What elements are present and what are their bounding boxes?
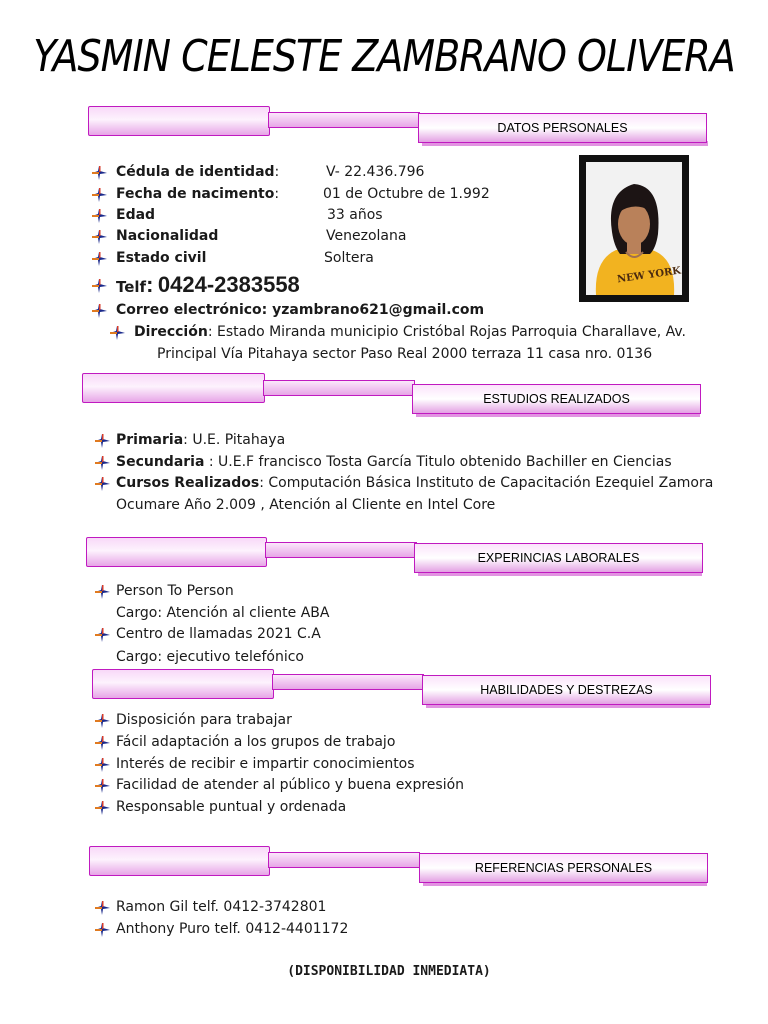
- availability-note: (DISPONIBILIDAD INMEDIATA): [287, 964, 491, 979]
- skill-item: Facilidad de atender al público y buena expresión: [116, 777, 465, 793]
- age-label: Edad: [116, 207, 156, 223]
- skill-item: Fácil adaptación a los grupos de trabajo: [116, 734, 396, 750]
- civil-value: Soltera: [324, 250, 374, 266]
- job1: Person To Person: [116, 583, 234, 599]
- bullet-icon: [95, 736, 110, 750]
- primary-value: : U.E. Pitahaya: [183, 432, 286, 448]
- section-title-personal: DATOS PERSONALES: [418, 113, 707, 143]
- reference-item: Ramon Gil telf. 0412-3742801: [116, 899, 327, 915]
- bullet-icon: [95, 758, 110, 772]
- address-label: Dirección: [134, 324, 208, 340]
- courses-line2: Ocumare Año 2.009 , Atención al Cliente en Intel Core: [116, 497, 496, 513]
- id-value: V- 22.436.796: [326, 164, 425, 180]
- nationality-value: Venezolana: [326, 228, 407, 244]
- secondary-value: : U.E.F francisco Tosta García Titulo obtenido Bachiller en Ciencias: [204, 454, 672, 470]
- resume-name: YASMIN CELESTE ZAMBRANO OLIVERA: [33, 30, 735, 82]
- nationality-label: Nacionalidad: [116, 228, 219, 244]
- bullet-icon: [92, 166, 107, 180]
- address-line2: Principal Vía Pitahaya sector Paso Real 2000 terraza 11 casa nro. 0136: [157, 346, 653, 362]
- skill-item: Disposición para trabajar: [116, 712, 292, 728]
- courses-line1: : Computación Básica Instituto de Capacitación Ezequiel Zamora: [259, 475, 714, 491]
- phone-label: Telf: [116, 278, 147, 296]
- reference-item: Anthony Puro telf. 0412-4401172: [116, 921, 349, 937]
- skill-item: Interés de recibir e impartir conocimientos: [116, 756, 415, 772]
- section-title-references: REFERENCIAS PERSONALES: [419, 853, 708, 883]
- bullet-icon: [95, 456, 110, 470]
- primary-label: Primaria: [116, 432, 184, 448]
- profile-photo: [579, 155, 689, 302]
- portrait-image: [586, 162, 682, 295]
- job2-role: Cargo: ejecutivo telefónico: [116, 649, 304, 665]
- skill-item: Responsable puntual y ordenada: [116, 799, 347, 815]
- bullet-icon: [95, 714, 110, 728]
- bullet-icon: [92, 209, 107, 223]
- bullet-icon: [95, 585, 110, 599]
- email-label: Correo electrónico:: [116, 302, 268, 318]
- job2: Centro de llamadas 2021 C.A: [116, 626, 321, 642]
- address-line1: : Estado Miranda municipio Cristóbal Rojas Parroquia Charallave, Av.: [207, 324, 687, 340]
- bullet-icon: [92, 230, 107, 244]
- id-label: Cédula de identidad: [116, 164, 275, 180]
- section-title-skills: HABILIDADES Y DESTREZAS: [422, 675, 711, 705]
- birth-value: 01 de Octubre de 1.992: [323, 186, 490, 202]
- job1-role: Cargo: Atención al cliente ABA: [116, 605, 330, 621]
- section-title-experience: EXPERINCIAS LABORALES: [414, 543, 703, 573]
- bullet-icon: [92, 279, 107, 293]
- bullet-icon: [110, 326, 125, 340]
- bullet-icon: [95, 923, 110, 937]
- bullet-icon: [92, 304, 107, 318]
- phone-value: 0424-2383558: [157, 272, 300, 297]
- secondary-label: Secundaria: [116, 454, 205, 470]
- email-value: yzambrano621@gmail.com: [272, 302, 485, 318]
- bullet-icon: [95, 434, 110, 448]
- section-title-studies: ESTUDIOS REALIZADOS: [412, 384, 701, 414]
- age-value: 33 años: [327, 207, 383, 223]
- bullet-icon: [95, 901, 110, 915]
- bullet-icon: [95, 628, 110, 642]
- birth-label: Fecha de nacimento: [116, 186, 275, 202]
- courses-label: Cursos Realizados: [116, 475, 260, 491]
- bullet-icon: [92, 188, 107, 202]
- bullet-icon: [95, 477, 110, 491]
- shirt-text: NEW YORK: [616, 265, 682, 286]
- bullet-icon: [92, 252, 107, 266]
- civil-label: Estado civil: [116, 250, 207, 266]
- bullet-icon: [95, 779, 110, 793]
- bullet-icon: [95, 801, 110, 815]
